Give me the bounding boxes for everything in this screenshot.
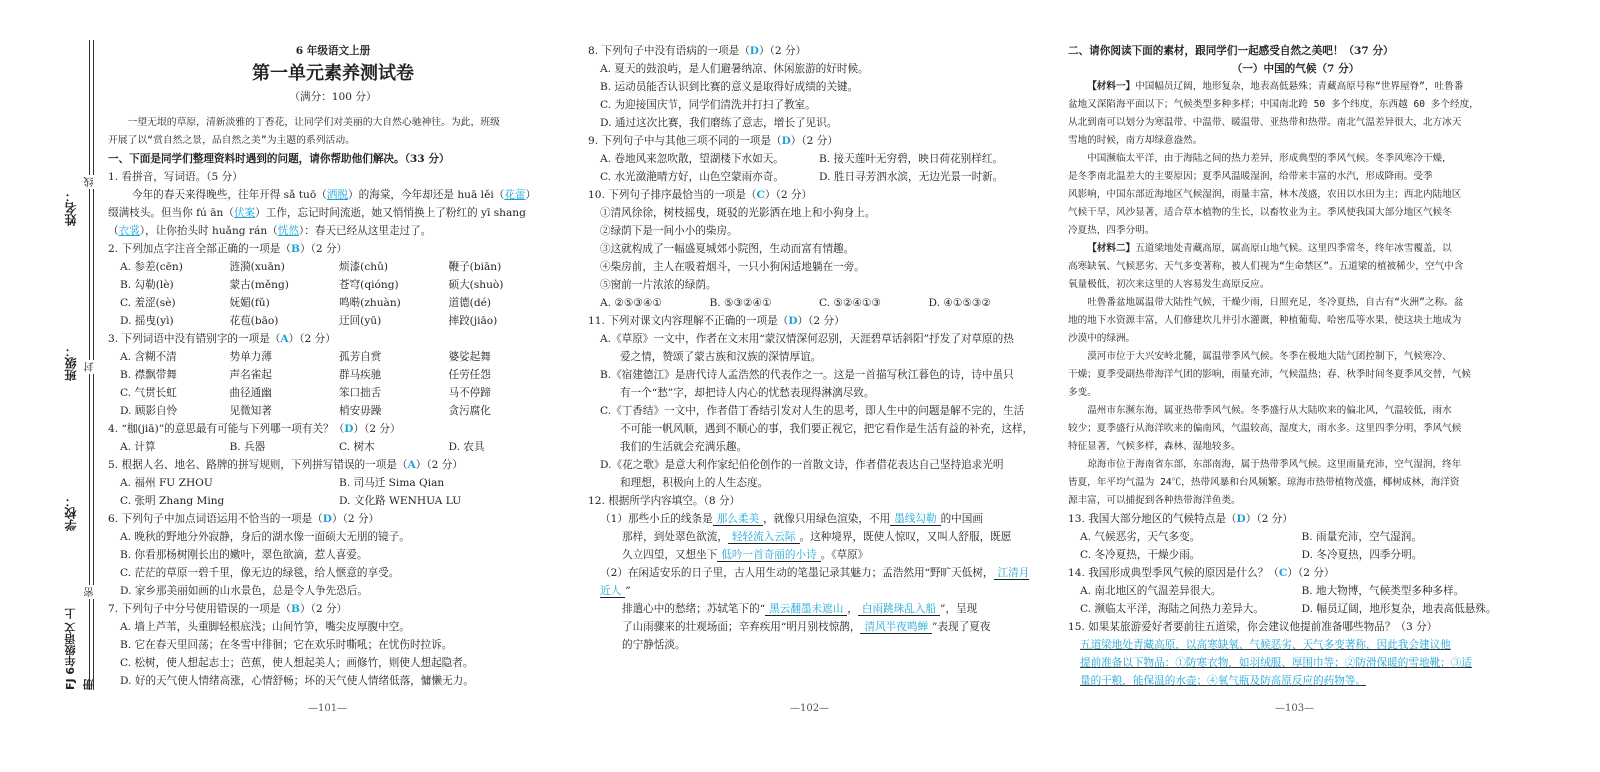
- q3-row-a: A. 含糊不清 势单力薄 孤芳自赏 婆娑起舞: [120, 351, 491, 363]
- q13-options: A. 气候恶劣，天气多变。 B. 雨量充沛，空气湿润。 C. 冬冷夏热，干燥少雨。 D. 冬冷夏热，四季分明。: [1080, 531, 1423, 561]
- q6-stem: 6. 下列句子中加点词语运用不恰当的一项是（D）（2 分）: [108, 513, 380, 525]
- material-2d: 温州市东濒东海，属亚热带季风气候。冬季盛行从大陆吹来的偏北风，气温较低，雨水: [1087, 405, 1452, 416]
- q2-row-c: C. 羞涩(sè) 妩媚(fǔ) 鸣啭(zhuàn) 道德(dé): [120, 297, 492, 309]
- subsection-1-heading: （一）中国的气候（7 分）: [1231, 63, 1360, 75]
- q12-blank-3: 轻轻流入云际: [728, 531, 800, 544]
- q1-answer-1: 洒脱: [326, 189, 349, 201]
- q12-blank-7: 白雨跳珠乱入船: [858, 603, 940, 616]
- page-number-102: —102—: [790, 703, 830, 714]
- q2-stem: 2. 下列加点字注音全部正确的一项是（B）（2 分）: [108, 243, 348, 255]
- q7-options: A. 墙上芦苇，头重脚轻根底浅；山间竹笋，嘴尖皮厚腹中空。 B. 它在春天里回荡；在冬雪中徘徊；它在欢乐时嘶吼；在忧伤时拉诉。 C. 松树，使人想起志士；芭蕉，使人想起美人；画修竹，则使人想起隐者。 D. 好的天气使人情绪高涨，心情舒畅；坏的天气使人情绪低落，慵懒无力。: [120, 621, 474, 687]
- page-number-101: —101—: [308, 703, 348, 714]
- q3-row-c: C. 气贯长虹 曲径通幽 笨口拙舌 马不停蹄: [120, 387, 491, 399]
- q9-answer: D: [781, 135, 791, 147]
- grade-label: 6 年级语文上册: [295, 45, 371, 57]
- q2-row-a: A. 参差(cēn) 涟漪(xuān) 烦漆(chǔ) 鞭子(biān): [120, 261, 502, 273]
- class-field-label: 班级：: [64, 345, 78, 381]
- q15-stem: 15. 如果某旅游爱好者要前往五道梁，你会建议他提前准备哪些物品？（3 分）: [1068, 621, 1438, 633]
- q1-answer-3: 伏案: [233, 207, 256, 219]
- q10-items: ①清风徐徐，树枝摇曳，斑驳的光影洒在地上和小狗身上。 ②绿荫下是一间小小的柴房。 ③这就构成了一幅盛夏城郊小院图，生动而富有情趣。 ④柴房前，主人在吸着烟斗，一只小狗闲适地躺在一旁。 ⑤窗前一片浓浓的绿荫。 A. ②⑤③④① B. ⑤③②④① C. ⑤②④①③ D. ④①⑤③②: [588, 204, 1038, 312]
- q12-body: （1）那些小丘的线条是 那么柔美 ，就像只用绿色渲染，不用 墨线勾勒 的中国画 那样，到处翠色欲流， 轻轻流入云际 。这种境界，既使人惊叹，又叫人舒服，既愿 久立四望，又想坐下 低吟一首奇丽的小诗 。《草原》 （2）在闲适安乐的日子里，古人用生动的笔墨记录其魅力；孟浩然用“野旷天低树， 江清月近人 ” 排遣心中的愁绪；苏轼笔下的“ 黑云翻墨未遮山 ， 白雨跳珠乱入船 ”，呈现 了山雨骤来的壮观场面；辛弃疾用“明月别枝惊鹊， 清风半夜鸣蝉 ”表现了夏夜 的宁静恬淡。: [600, 513, 1030, 651]
- q3-stem: 3. 下列词语中没有错别字的一项是（A）（2 分）: [108, 333, 336, 345]
- material-2c: 漠河市位于大兴安岭北麓，属温带季风气候。冬季在极地大陆气团控制下，气候寒冷、: [1087, 351, 1452, 362]
- book-label: FJ 6年级语文 上册: [64, 608, 95, 690]
- q8-answer: D: [749, 45, 759, 57]
- q10-answer: C: [756, 189, 765, 201]
- q9-stem: 9. 下列句子中与其他三项不同的一项是（D）（2 分）: [588, 135, 838, 147]
- school-field-label: 学校：: [64, 495, 78, 531]
- q1-line-2: 缀满枝头。但当你 fú ān（伏案）工作，忘记时间流逝，她又悄悄换上了粉红的 yī shang: [108, 207, 526, 219]
- q12-blank-6: 黑云翻墨未遮山: [765, 603, 847, 616]
- q10-stem: 10. 下列句子排序最恰当的一项是（C）（2 分）: [588, 189, 813, 201]
- binding-mark-seal: 封: [82, 360, 100, 374]
- q2-answer: B: [290, 243, 300, 255]
- q1-answer-5: 恍然: [277, 225, 299, 237]
- q4-stem: 4. “枷(jiā)”的意思最有可能与下列哪一项有关？（D）（2 分）: [108, 423, 401, 435]
- q12-blank-1: 那么柔美: [713, 513, 763, 526]
- material-1: 【材料一】中国幅员辽阔，地形复杂，地表高低悬殊；青藏高原号称“世界屋脊”，吐鲁番: [1087, 81, 1464, 92]
- q5-stem: 5. 根据人名、地名、路牌的拼写规则，下列拼写错误的一项是（A）（2 分）: [108, 459, 463, 471]
- q13-answer: D: [1236, 513, 1246, 525]
- name-field-label: 姓名：: [64, 190, 78, 226]
- q5-answer: A: [407, 459, 416, 471]
- q1-answer-4: 衣裳: [118, 225, 140, 237]
- q1-stem: 1. 看拼音，写词语。（5 分）: [108, 171, 243, 183]
- page-102: [588, 42, 1038, 654]
- page-101: [108, 42, 558, 690]
- material-2: 【材料二】五道梁地处青藏高原，属高原山地气候。这里四季常冬，终年冰雪覆盖，以: [1087, 243, 1452, 254]
- q6-options: A. 晚秋的野地分外寂静，身后的湖水像一面硕大无朋的镜子。 B. 你看那杨树刚长出的嫩叶，翠色欲滴，惹人喜爱。 C. 茫茫的草原一碧千里，像无边的绿毯，给人惬意的享受。 D. 家乡那美丽如画的山水景色，总是令人争先恐后。: [120, 531, 410, 597]
- q14-stem: 14. 我国形成典型季风气候的原因是什么？（C）（2 分）: [1068, 567, 1335, 579]
- q11-stem: 11. 下列对课文内容理解不正确的一项是（D）（2 分）: [588, 315, 845, 327]
- q10-options: A. ②⑤③④① B. ⑤③②④① C. ⑤②④①③ D. ④①⑤③②: [600, 297, 991, 309]
- binding-strip: [62, 40, 98, 690]
- binding-mark-secret: 密: [82, 585, 100, 599]
- material-2e: 琼海市位于海南省东部，东部南海，属于热带季风气候。这里雨量充沛，空气湿润，终年: [1087, 459, 1462, 470]
- full-score: （满分：100 分）: [289, 91, 377, 103]
- q14-answer: C: [1278, 567, 1288, 579]
- q7-answer: B: [290, 603, 300, 615]
- binding-mark-line: 线: [82, 175, 100, 189]
- q4-options: A. 计算 B. 兵器 C. 树木 D. 农具: [120, 441, 485, 453]
- q3-options: [108, 348, 558, 420]
- q15-answer: 五道梁地处青藏高原，以高寒缺氧、气候恶劣、天气多变著称，因此我会建议他 提前准备以下物品：①防寒衣物，如羽绒服、厚围巾等；②防滑保暖的雪地靴；③适 量的干粮，能保温的水壶；④氧气瓶及防高原反应的药物等。: [1080, 639, 1472, 687]
- q13-stem: 13. 我国大部分地区的气候特点是（D）（2 分）: [1068, 513, 1293, 525]
- intro-line-2: 开展了以“赏自然之景，品自然之美”为主题的系列活动。: [108, 135, 355, 146]
- q4-answer: D: [344, 423, 354, 435]
- q11-answer: D: [788, 315, 798, 327]
- q9-options: A. 卷地风来忽吹散，望湖楼下水如天。 B. 接天莲叶无穷碧，映日荷花别样红。 C. 水光潋滟晴方好，山色空蒙雨亦奇。 D. 胜日寻芳泗水滨，无边光景一时新。: [600, 153, 1004, 183]
- q5-options: A. 福州 FU ZHOU B. 司马迁 Sima Qian C. 张明 Zhang Ming D. 文化路 WENHUA LU: [120, 477, 462, 507]
- q12-blank-2: 墨线勾勒: [890, 513, 940, 526]
- q8-options: A. 夏天的鼓浪屿，是人们避暑纳凉、休闲旅游的好时候。 B. 运动员能否认识到比赛的意义是取得好成绩的关键。 C. 为迎接国庆节，同学们清洗并打扫了教室。 D. 通过这次比赛，我们磨练了意志，增长了见识。: [600, 63, 869, 129]
- q1-line-1: 今年的春天来得晚些，往年开得 sǎ tuō（洒脱）的海棠，今年却还是 huā lěi（花蕾）: [132, 189, 537, 201]
- section-2-heading: 二、请你阅读下面的素材，跟同学们一起感受自然之美吧！（37 分）: [1068, 45, 1394, 57]
- q11-options: A.《草原》一文中，作者在文末用“蒙汉情深何忍别，天涯碧草话斜阳”抒发了对草原的热 爱之情，赞颂了蒙古族和汉族的深情厚谊。 B.《宿建德江》是唐代诗人孟浩然的代表作之一。这是一首描写秋江暮色的诗，诗中虽只 有一个“愁”字，却把诗人内心的忧愁表现得淋漓尽致。 C.《丁香结》一文中，作者借丁香结引发对人生的思考，即人生中的问题是解不完的，生活 不可能一帆风顺，遇到不顺心的事，我们要正视它，把它看作是生活有益的补充，这样， 我们的生活就会充满乐趣。 D.《花之歌》是意大利作家纪伯伦创作的一首散文诗，作者借花表达自己坚持追求光明 和理想，积极向上的人生态度。: [600, 333, 1034, 489]
- q1-line-3: （衣裳），让你抬头时 huǎng rán（恍然）：春天已经从这里走过了。: [108, 225, 432, 237]
- q12-blank-8: 清风半夜鸣蝉: [860, 621, 932, 634]
- page-number-103: —103—: [1275, 703, 1315, 714]
- q12-stem: 12. 根据所学内容填空。（8 分）: [588, 495, 741, 507]
- q3-row-b: B. 襟飘带舞 声名雀起 群马疾驰 任劳任怨: [120, 369, 491, 381]
- q1-answer-2: 花蕾: [504, 189, 526, 201]
- q3-row-d: D. 顾影自怜 见微知著 梢安毋躁 贪污腐化: [120, 405, 491, 417]
- q8-stem: 8. 下列句子中没有语病的一项是（D）（2 分）: [588, 45, 807, 57]
- test-title: 第一单元素养测试卷: [252, 63, 414, 84]
- q3-answer: A: [280, 333, 289, 345]
- material-1b: 中国濒临太平洋，由于海陆之间的热力差异，形成典型的季风气候。冬季风寒冷干燥，: [1087, 153, 1452, 164]
- q6-answer: D: [322, 513, 332, 525]
- intro-line-1: 一望无垠的草原，清新淡雅的丁香花，让同学们对美丽的大自然心驰神往。为此，班级: [127, 117, 500, 128]
- q12-blank-5: 江清月近人: [600, 567, 1030, 597]
- material-2b: 吐鲁番盆地属温带大陆性气候，干燥少雨，日照充足，冬冷夏热，自古有“火洲”之称。盆: [1087, 297, 1464, 308]
- section-1-heading: 一、下面是同学们整理资料时遇到的问题，请你帮助他们解决。（33 分）: [108, 153, 450, 165]
- q2-row-b: B. 勾勒(lè) 蒙古(měng) 苍穹(qióng) 硕大(shuò): [120, 279, 504, 291]
- q14-options: A. 南北地区的气温差异很大。 B. 地大物博，气候类型多种多样。 C. 濒临太平洋，海陆之间热力差异大。 D. 幅员辽阔，地形复杂，地表高低悬殊。: [1080, 585, 1497, 615]
- page-103: 二、请你阅读下面的素材，跟同学们一起感受自然之美吧！（37 分） （一）中国的气候（7 分） 【材料一】中国幅员辽阔，地形复杂，地表高低悬殊；青藏高原号称“世界屋脊”，吐鲁番 盆地又深陷海平面以下；气候类型多种多样；中国南北跨 50 多个纬度，东西越 60 多个经度， 从北到南可以划分为寒温带、中温带、暖温带、亚热带和热带。南北气温差异很大，北方冰天 雪地的时候，南方却绿意盎然。 中国濒临太平洋，由于海陆之间的热力差异，形成典型的季风气候。冬季风寒冷干燥， 是冬季南北温差大的主要原因；夏季风温暖湿润，给带来丰富的水汽，形成降雨。受季 风影响，中国东部近海地区气候湿润，雨量丰富，林木茂盛，农田以水田为主；西北内陆地区 气候干旱，风沙显著，适合草本植物的生长，以畜牧业为主。季风使我国大部分地区气候冬 冷夏热，四季分明。 【材料二】五道梁地处青藏高原，属高原山地气候。这里四季常冬，终年冰雪覆盖，以 高寒缺氧、气候恶劣、天气多变著称，被人们视为“生命禁区”。五道梁的植被稀少，空气中含 氧量极低，初次来这里的人容易发生高原反应。 吐鲁番盆地属温带大陆性气候，干燥少雨，日照充足，冬冷夏热，自古有“火洲”之称。盆 地的地下水资源丰富，人们修建坎儿井引水灌溉，种植葡萄、哈密瓜等水果，使这块土地成为 沙漠中的绿洲。 漠河市位于大兴安岭北麓，属温带季风气候。冬季在极地大陆气团控制下，气候寒冷、 干燥；夏季受副热带海洋气团的影响，雨量充沛，气候温热；春、秋季时间冬夏季风交替，气候 多变。 温州市东濒东海，属亚热带季风气候。冬季盛行从大陆吹来的偏北风，气温较低，雨水 较少；夏季盛行从海洋吹来的偏南风，气温较高，湿度大，雨水多。这里四季分明，季风气候 特征显著，气候多样，森林、湿地较多。 琼海市位于海南省东部，东部南海，属于热带季风气候。这里雨量充沛，空气湿润，终年 皆夏，年平均气温为 24℃，热带风暴和台风频繁。琼海市热带植物茂盛，椰树成林，海洋资 源丰富，可以捕捉到各种热带海洋鱼类。 13. 我国大部分地区的气候特点是（D）（2 分） A. 气候恶劣，天气多变。 B. 雨量充沛，空气湿润。 C. 冬冷夏热，干燥少雨。 D. 冬冷夏热，四季分明。 14. 我国形成典型季风气候的原因是什么？（C）（2 分） A. 南北地区的气温差异很大。 B. 地大物博，气候类型多种多样。 C. 濒临太平洋，海陆之间热力差异大。 D. 幅员辽阔，地形复杂，地表高低悬殊。 15. 如果某旅游爱好者要前往五道梁，你会建议他提前准备哪些物品？（3 分） 五道梁地处青藏高原，以高寒缺氧、气候恶劣、天气多变著称，因此我会建议他 提前准备以下物品：①防寒衣物，如羽绒服、厚围巾等；②防滑保暖的雪地靴；③适 量的干粮，能保温的水壶；④氧气瓶及防高原反应的药物等。: [1068, 42, 1523, 690]
- q7-stem: 7. 下列句子中分号使用错误的一项是（B）（2 分）: [108, 603, 348, 615]
- q2-row-d: D. 摇曳(yì) 花苞(bāo) 迂回(yū) 摔跤(jiāo): [120, 315, 498, 327]
- q2-options: [108, 258, 558, 330]
- q12-blank-4: 低吟一首奇丽的小诗: [717, 549, 820, 562]
